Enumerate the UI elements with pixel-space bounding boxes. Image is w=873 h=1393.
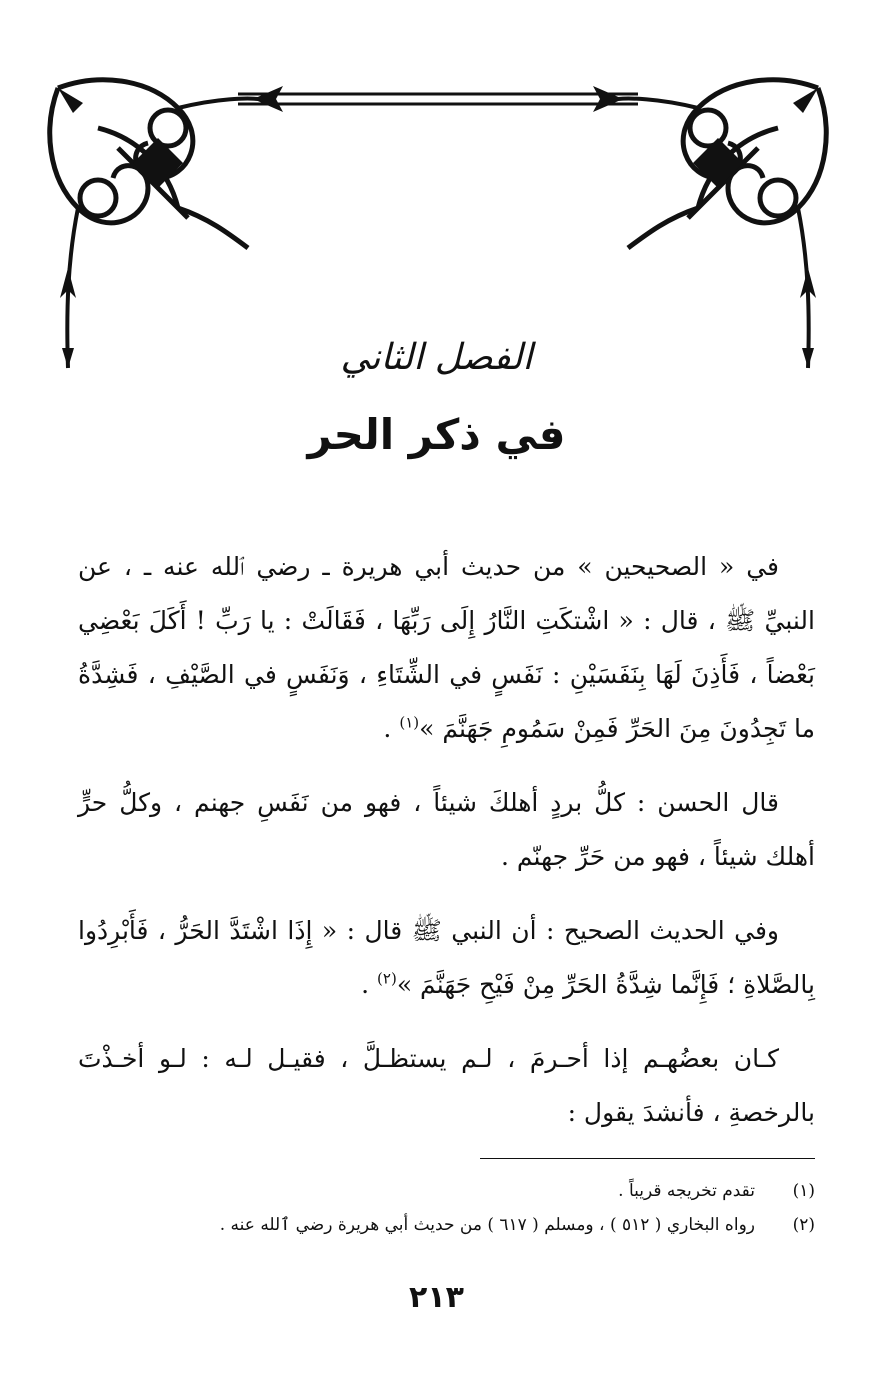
paragraph [78,904,815,1012]
footnote-item [100,1208,815,1242]
chapter-title: في ذكر الحر [307,410,566,459]
paragraph-text: قال الحسن : كلُّ بردٍ أهلكَ شيئاً ، فهو من نَفَسِ جهنم ، وكلُّ حرٍّ أهلك شيئاً ، فهو من حَرِّ جهنّم . [78,788,815,871]
paragraph-end: . [383,714,400,743]
right-corner-ornament [618,80,826,368]
footnote-text: رواه البخاري ( ٥١٢ ) ، ومسلم ( ٦١٧ ) من حديث أبي هريرة رضي ٱلله عنه . [219,1215,755,1235]
paragraph [78,1032,815,1140]
footnote-divider [480,1158,815,1159]
footnote-item [100,1174,815,1208]
chapter-label: الفصل الثاني [340,337,533,378]
footnotes [100,1174,815,1242]
paragraph [78,540,815,756]
paragraph-text: كـان بعضُهـم إذا أحـرمَ ، لـم يستظـلَّ ، فقيـل لـه : لـو أخـذْتَ بالرخصةِ ، فأنشدَ يقول : [78,1044,815,1127]
paragraph-end: . [361,970,378,999]
footnote-text: تقدم تخريجه قريباً . [618,1181,755,1201]
paragraph [78,776,815,884]
paragraph-text: وفي الحديث الصحيح : أن النبي ﷺ قال : « إِذَا اشْتَدَّ الحَرُّ ، فَأَبْرِدُوا بِالصَّلاةِ ؛ فَإِنَّما شِدَّةُ الحَرِّ مِنْ فَيْحِ جَهَنَّمَ » [78,916,815,999]
footnote-number: (١) [792,1181,815,1201]
page-number: ٢١٣ [409,1280,464,1315]
footnote-ref: (١) [399,713,420,732]
footnote-number: (٢) [792,1215,815,1235]
left-corner-ornament [50,80,258,368]
paragraph-text: في « الصحيحين » من حديث أبي هريرة ـ رضي ٱلله عنه ـ ، عن النبيِّ ﷺ ، قال : « اشْتكَتِ النَّارُ إِلَى رَبِّهَا ، فَقَالَتْ : يا رَبِّ ! أَكَلَ بَعْضِي بَعْضاً ، فَأَذِنَ لَهَا بِنَفَسَيْنِ : نَفَسٍ في الشِّتَاءِ ، وَنَفَسٍ في الصَّيْفِ ، فَشِدَّةُ ما تَجِدُونَ مِنَ الحَرِّ فَمِنْ سَمُومِ جَهَنَّمَ » [78,552,815,743]
footnote-ref: (٢) [377,969,397,988]
main-text [78,540,815,1160]
